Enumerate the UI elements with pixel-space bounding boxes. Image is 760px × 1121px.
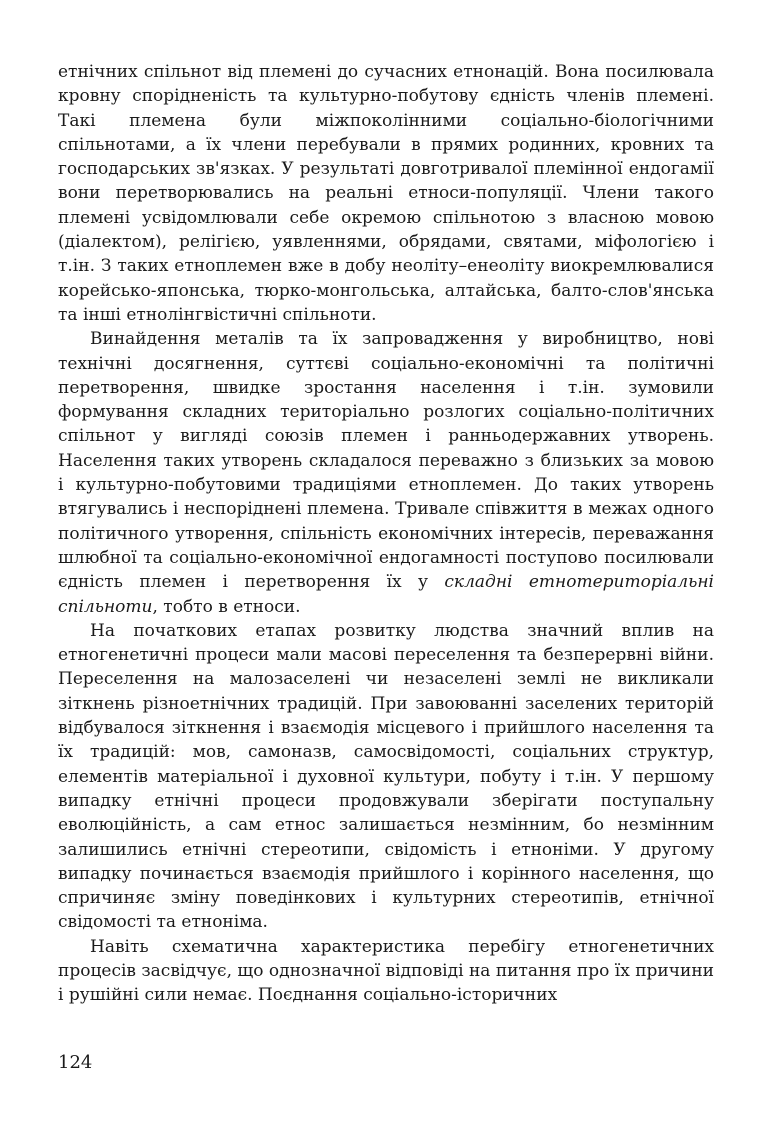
paragraph-4: Навіть схематична характеристика перебігу етногенетичних процесів засвідчує, що однозначної відповіді на питання про їх причини і рушійні сили немає. Поєднання соціально-історичних xyxy=(58,936,714,1006)
page-number: 124 xyxy=(58,1052,93,1073)
paragraph-1: етнічних спільнот від племені до сучасних етнонацій. Вона посилювала кровну спорідненість та культурно-побутову єдність членів племені. Такі племена були міжпоколінними соціально-біологічними спільнотами, а їх члени перебували в прямих родинних, кровних та господарських зв'язках. У результаті довготривалої племінної ендогамії вони перетворювались на реальні етноси-популяції. Члени такого племені усвідомлювали себе окремою спільнотою з власною мовою (діалектом), релігією, уявленнями, обрядами, святами, міфологією і т.ін. З таких етноплемен вже в добу неоліту–енеоліту виокремлювалися корейсько-японська, тюрко-монгольська, алтайська, балто-слов'янська та інші етнолінгвістичні спільноти. xyxy=(58,62,714,325)
page-body xyxy=(58,60,714,1008)
paragraph-2-emphasis: складні етнотериторіальні спільноти xyxy=(58,572,714,617)
paragraph-3: На початкових етапах розвитку людства значний вплив на етногенетичні процеси мали масові переселення та безперервні війни. Переселення на малозаселені чи незаселені землі не викликали зіткнень різноетнічних традицій. При завоюванні заселених територій відбувалося зіткнення і взаємодія місцевого і прийшлого населення та їх традицій: мов, самоназв, самосвідомості, соціальних структур, елементів матеріальної і духовної культури, побуту і т.ін. У першому випадку етнічні процеси продовжували зберігати поступальну еволюційність, а сам етнос залишається незмінним, бо незмінним залишились етнічні стереотипи, свідомість і етноніми. У другому випадку починається взаємодія прийшлого і корінного населення, що спричиняє зміну поведінкових і культурних стереотипів, етнічної свідомості та етноніма. xyxy=(58,620,714,933)
paragraph-2 xyxy=(58,327,714,619)
paragraph-2-text-end: , тобто в етноси. xyxy=(152,596,301,617)
paragraph-2-text: Винайдення металів та їх запровадження у виробництво, нові технічні досягнення, суттєві соціально-економічні та політичні перетворення, швидке зростання населення і т.ін. зумовили формування складних територіально розлогих соціально-політичних спільнот у вигляді союзів племен і ранньодержавних утворень. Населення таких утворень складалося переважно з близьких за мовою і культурно-побутовими традиціями етноплемен. До таких утворень втягувались і неспоріднені племена. Тривале співжиття в межах одного політичного утворення, спільність економічних інтересів, переважання шлюбної та соціально-економічної ендогамності поступово посилювали єдність племен і перетворення їх у xyxy=(58,329,714,593)
